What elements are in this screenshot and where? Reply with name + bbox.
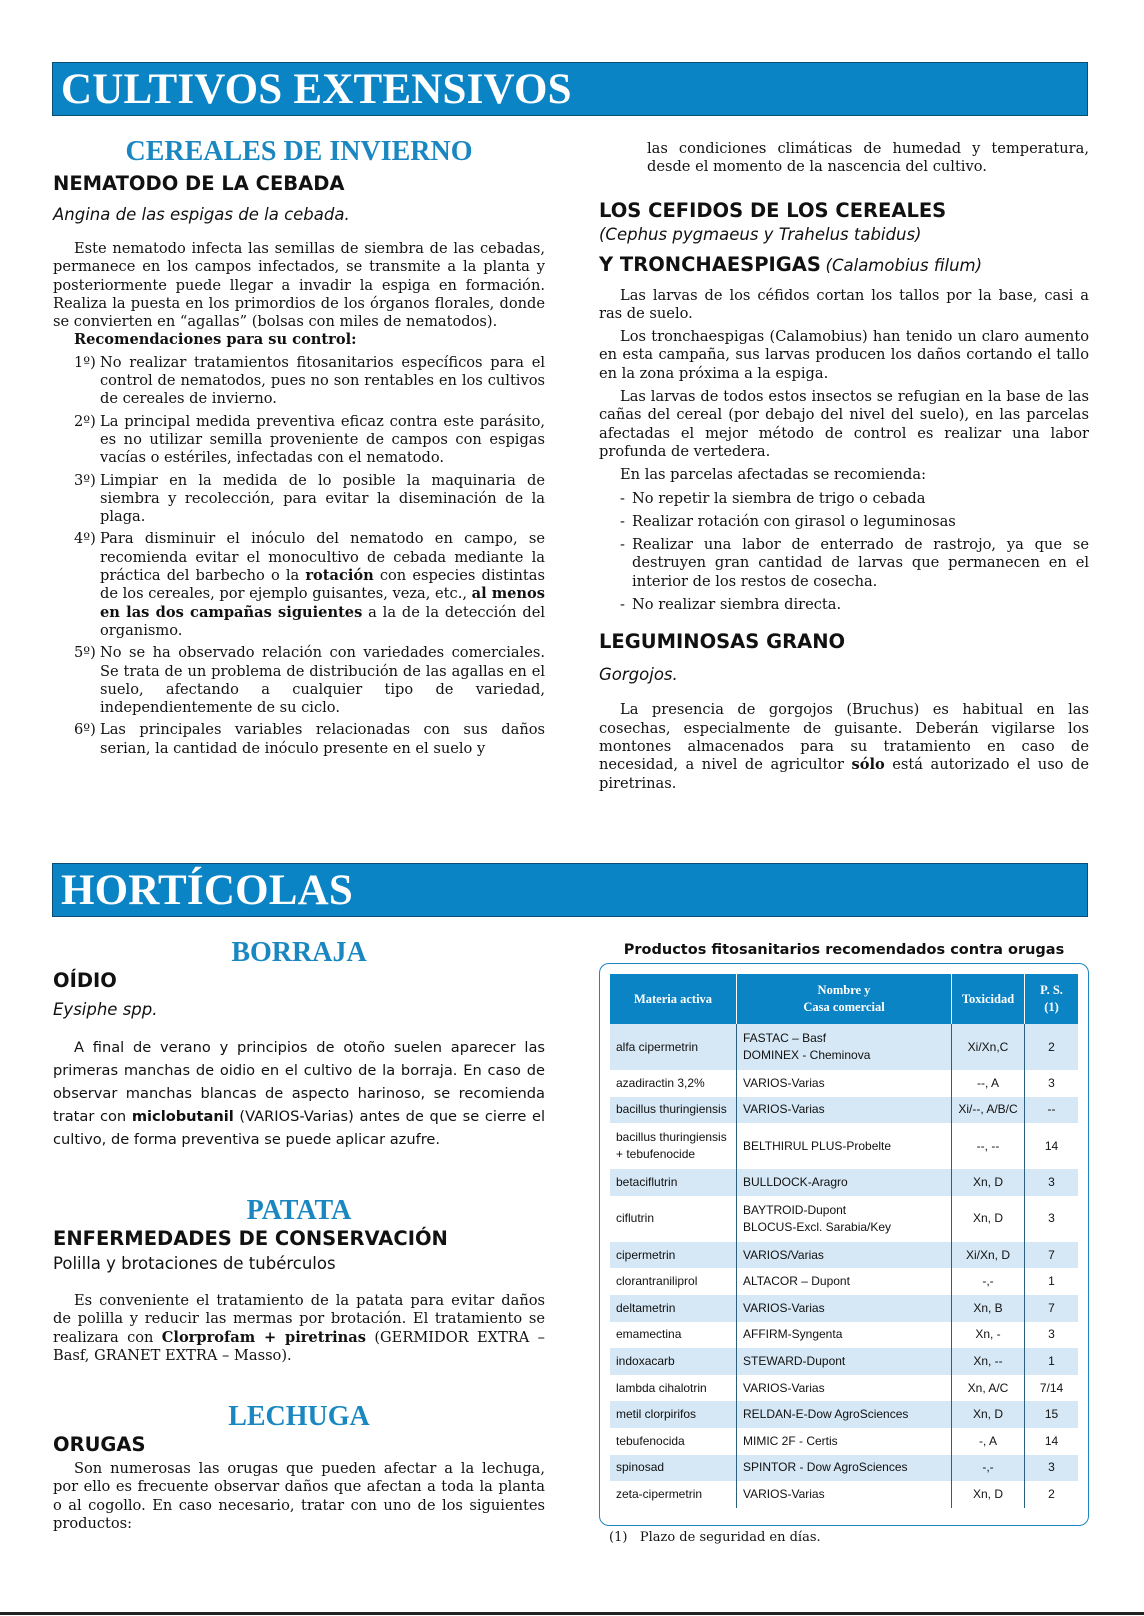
- rec-item: [53, 413, 545, 468]
- table-footnote: (1) Plazo de seguridad en días.: [609, 1530, 821, 1545]
- section-title: HORTÍCOLAS: [61, 867, 353, 914]
- borraja-title: BORRAJA: [231, 937, 367, 968]
- nematodo-intro: Este nematodo infecta las semillas de siembra de las cebadas, permanece en los campos infectados, se transmite a la planta y posteriormente puede llegar a invadir la espiga en formación. Realiza la puesta en los primordios de los órganos florales, donde se convierten en “agallas” (bolsas con miles de nematodos).: [53, 240, 545, 331]
- list-item: - Realizar rotación con girasol o leguminosas: [620, 512, 956, 530]
- rec-text: Las principales variables relacionadas con sus daños serian, la cantidad de inóculo presente en el suelo y: [100, 721, 545, 757]
- patata-title: PATATA: [246, 1195, 352, 1226]
- toxicidad-cell: Xn, D: [952, 1481, 1025, 1508]
- toxicidad-cell: Xn, D: [952, 1169, 1025, 1196]
- cereales-column: [53, 136, 545, 762]
- table-row: [610, 1097, 1078, 1124]
- ps-cell: 3: [1048, 1075, 1055, 1090]
- section-title: CULTIVOS EXTENSIVOS: [61, 66, 572, 113]
- table-row: [610, 1295, 1078, 1322]
- col-header-materia: Materia activa: [610, 974, 737, 1024]
- list-item: - No repetir la siembra de trigo o cebada: [620, 489, 926, 507]
- toxicidad-cell: Xn, --: [952, 1348, 1025, 1375]
- leguminosas-p1: La presencia de gorgojos (Bruchus) es habitual en las cosechas, especialmente de guisante. Deberán vigilarse los montones almacenados para su tratamiento en caso de necesidad, a nivel de agricultor sólo está autorizado el uso de piretrinas.: [599, 701, 1089, 792]
- rec-item: [53, 721, 545, 758]
- rec-item: [53, 354, 545, 409]
- ps-cell: 3: [1025, 1169, 1079, 1196]
- table-header-row: [610, 974, 1078, 1024]
- table-row: [610, 1024, 1078, 1070]
- cefidos-p2: Los tronchaespigas (Calamobius) han tenido un claro aumento en esta campaña, sus larvas producen los daños cortando el tallo en la zona próxima a la espiga.: [599, 328, 1089, 382]
- col-header-nombre: Nombre y Casa comercial: [737, 974, 952, 1024]
- patata-subtitle: Polilla y brotaciones de tubérculos: [53, 1254, 336, 1273]
- ps-cell: 7: [1025, 1295, 1079, 1322]
- rec-item: [53, 530, 545, 640]
- col-header-toxicidad: Toxicidad: [952, 974, 1025, 1024]
- ps-cell: 1: [1048, 1274, 1055, 1289]
- cefidos-p3: Las larvas de todos estos insectos se refugian en la base de las cañas del cereal (por debajo del nivel del suelo), en las parcelas afectadas el mejor método de control es realizar una labor profunda de vertedera.: [599, 388, 1089, 460]
- rec-text: La principal medida preventiva eficaz contra este parásito, es no utilizar semilla proveniente de campos con espigas vacías o estériles, infectadas con el nematodo.: [100, 412, 545, 467]
- nombre-cell: BAYTROID-Dupont BLOCUS-Excl. Sarabia/Key: [737, 1196, 952, 1242]
- table-row: [610, 1196, 1078, 1242]
- materia-cell: bacillus thuringiensis + tebufenocide: [610, 1123, 737, 1169]
- materia-cell: spinosad: [610, 1455, 737, 1482]
- nematodo-heading: NEMATODO DE LA CEBADA: [53, 172, 345, 195]
- materia-cell: zeta-cipermetrin: [610, 1481, 737, 1508]
- nombre-cell: SPINTOR - Dow AgroSciences: [737, 1455, 952, 1482]
- nombre-cell: BULLDOCK-Aragro: [737, 1169, 952, 1196]
- toxicidad-cell: Xn, B: [952, 1295, 1025, 1322]
- nombre-cell: STEWARD-Dupont: [737, 1348, 952, 1375]
- tronchaespigas-heading: Y TRONCHAESPIGAS: [599, 252, 821, 276]
- patata-heading: ENFERMEDADES DE CONSERVACIÓN: [53, 1227, 448, 1250]
- nombre-cell: VARIOS-Varias: [737, 1375, 952, 1402]
- toxicidad-cell: -,-: [952, 1455, 1025, 1482]
- materia-cell: ciflutrin: [610, 1196, 737, 1242]
- rec-text: No realizar tratamientos fitosanitarios específicos para el control de nematodos, pues no son rentables en los cultivos de cereales de invierno.: [100, 353, 545, 408]
- table-title: Productos fitosanitarios recomendados contra orugas: [623, 942, 1065, 958]
- toxicidad-cell: Xn, D: [952, 1196, 1025, 1242]
- table-row: [610, 1401, 1078, 1428]
- col-header-ps: P. S. (1): [1025, 974, 1079, 1024]
- materia-cell: alfa cipermetrin: [610, 1024, 737, 1070]
- section-banner-cultivos: [52, 62, 1088, 116]
- toxicidad-cell: -, A: [952, 1428, 1025, 1455]
- cereales-title: CEREALES DE INVIERNO: [125, 136, 473, 167]
- lechuga-title: LECHUGA: [228, 1401, 370, 1433]
- nombre-cell: VARIOS/Varias: [737, 1242, 952, 1269]
- nombre-cell: ALTACOR – Dupont: [737, 1268, 952, 1295]
- table-row: [610, 1375, 1078, 1402]
- nombre-cell: FASTAC – Basf DOMINEX - Cheminova: [737, 1024, 952, 1070]
- table-row: [610, 1348, 1078, 1375]
- ps-cell: 3: [1048, 1327, 1055, 1342]
- nombre-cell: VARIOS-Varias: [737, 1481, 952, 1508]
- toxicidad-cell: Xn, A/C: [952, 1375, 1025, 1402]
- horticolas-left-column: [53, 937, 545, 1533]
- page-bottom-rule: [0, 1612, 1144, 1615]
- materia-cell: betaciflutrin: [610, 1169, 737, 1196]
- nombre-cell: BELTHIRUL PLUS-Probelte: [737, 1123, 952, 1169]
- list-item: - Realizar una labor de enterrado de rastrojo, ya que se destruyen gran cantidad de larvas que permanecen en el interior de los restos de cosecha.: [620, 536, 1089, 590]
- toxicidad-cell: Xi/Xn,C: [952, 1024, 1025, 1070]
- rec-item: [53, 644, 545, 717]
- products-table-frame: [599, 963, 1089, 1526]
- materia-cell: cipermetrin: [610, 1242, 737, 1269]
- materia-cell: emamectina: [610, 1322, 737, 1349]
- materia-cell: metil clorpirifos: [610, 1401, 737, 1428]
- nombre-cell: MIMIC 2F - Certis: [737, 1428, 952, 1455]
- rec-number: 3º): [74, 471, 96, 489]
- table-row: [610, 1268, 1078, 1295]
- right-column: [599, 140, 1089, 793]
- list-item: - No realizar siembra directa.: [620, 596, 842, 614]
- table-row: [610, 1070, 1078, 1097]
- ps-cell: 14: [1044, 1138, 1059, 1153]
- ps-cell: 7: [1025, 1242, 1079, 1269]
- materia-cell: deltametrin: [610, 1295, 737, 1322]
- lechuga-p1: Son numerosas las orugas que pueden afectar a la lechuga, por ello es frecuente observar daños que afectan a toda la planta o al cogollo. En caso necesario, tratar con uno de los siguientes productos:: [53, 1460, 545, 1533]
- toxicidad-cell: Xn, D: [952, 1401, 1025, 1428]
- borraja-p1: A final de verano y principios de otoño suelen aparecer las primeras manchas de oidio en el cultivo de la borraja. En caso de observar manchas blancas de aspecto harinoso, se recomienda tratar con miclobutanil (VARIOS-Varias) antes de que se cierre el cultivo, de forma preventiva se puede aplicar azufre.: [53, 1039, 545, 1148]
- table-row: [610, 1242, 1078, 1269]
- materia-cell: clorantraniliprol: [610, 1268, 737, 1295]
- cefidos-p4: En las parcelas afectadas se recomienda:: [620, 466, 926, 484]
- ps-cell: 14: [1044, 1433, 1059, 1448]
- rec-number: 1º): [74, 353, 96, 371]
- toxicidad-cell: Xi/Xn, D: [952, 1242, 1025, 1269]
- ps-cell: 3: [1048, 1211, 1055, 1226]
- rec-text: Limpiar en la medida de lo posible la maquinaria de siembra y recolección, para evitar la diseminación de la plaga.: [100, 471, 545, 526]
- toxicidad-cell: --, --: [952, 1123, 1025, 1169]
- orugas-heading: ORUGAS: [53, 1433, 146, 1457]
- leguminosas-heading: LEGUMINOSAS GRANO: [599, 630, 846, 654]
- toxicidad-cell: --, A: [952, 1070, 1025, 1097]
- rec-continuation: las condiciones climáticas de humedad y temperatura, desde el momento de la nascencia del cultivo.: [647, 140, 1089, 176]
- materia-cell: lambda cihalotrin: [610, 1375, 737, 1402]
- materia-cell: indoxacarb: [610, 1348, 737, 1375]
- table-row: [610, 1428, 1078, 1455]
- cefidos-subtitle: (Cephus pygmaeus y Trahelus tabidus): [599, 224, 922, 244]
- oidio-subtitle: Eysiphe spp.: [53, 1000, 158, 1019]
- materia-cell: bacillus thuringiensis: [610, 1097, 737, 1124]
- tronchaespigas-heading-row: [599, 253, 1089, 277]
- table-row: [610, 1455, 1078, 1482]
- ps-cell: 2: [1025, 1024, 1079, 1070]
- products-table: [610, 974, 1078, 1508]
- nematodo-subtitle: Angina de las espigas de la cebada.: [53, 205, 350, 224]
- leguminosas-subtitle: Gorgojos.: [599, 665, 678, 685]
- nombre-cell: AFFIRM-Syngenta: [737, 1322, 952, 1349]
- nombre-cell: VARIOS-Varias: [737, 1070, 952, 1097]
- rec-title: Recomendaciones para su control:: [74, 331, 357, 349]
- table-row: [610, 1322, 1078, 1349]
- rec-text: No se ha observado relación con variedades comerciales. Se trata de un problema de distribución de las agallas en el suelo, afectando a cualquier tipo de variedad, independientemente de su ciclo.: [100, 644, 545, 717]
- nombre-cell: RELDAN-E-Dow AgroSciences: [737, 1401, 952, 1428]
- section-banner-horticolas: [52, 863, 1088, 917]
- oidio-heading: OÍDIO: [53, 969, 117, 992]
- table-row: [610, 1481, 1078, 1508]
- toxicidad-cell: Xn, -: [952, 1322, 1025, 1349]
- nombre-cell: VARIOS-Varias: [737, 1097, 952, 1124]
- rec-text: Para disminuir el inóculo del nematodo en campo, se recomienda evitar el monocultivo de cebada mediante la práctica del barbecho o la rotación con especies distintas de los cereales, por ejemplo guisantes, veza, etc., al menos en las dos campañas siguientes a la de la detección del organismo.: [100, 530, 545, 639]
- ps-cell: 2: [1048, 1486, 1055, 1501]
- rec-number: 2º): [74, 412, 96, 430]
- rec-number: 6º): [74, 721, 96, 739]
- ps-cell: 15: [1025, 1401, 1079, 1428]
- cefidos-heading: LOS CEFIDOS DE LOS CEREALES: [599, 198, 947, 222]
- ps-cell: 3: [1025, 1455, 1079, 1482]
- patata-p1: Es conveniente el tratamiento de la patata para evitar daños de polilla y reducir las mermas por brotación. El tratamiento se realizara con Clorprofam + piretrinas (GERMIDOR EXTRA – Basf, GRANET EXTRA – Masso).: [53, 1292, 545, 1364]
- rec-item: [53, 472, 545, 527]
- toxicidad-cell: Xi/--, A/B/C: [952, 1097, 1025, 1124]
- tronchaespigas-subtitle: (Calamobius filum): [825, 255, 983, 275]
- cefidos-p1: Las larvas de los céfidos cortan los tallos por la base, casi a ras de suelo.: [599, 286, 1089, 322]
- rec-number: 4º): [74, 530, 96, 548]
- materia-cell: azadiractin 3,2%: [610, 1070, 737, 1097]
- toxicidad-cell: -,-: [952, 1268, 1025, 1295]
- materia-cell: tebufenocida: [610, 1428, 737, 1455]
- ps-cell: 1: [1025, 1348, 1079, 1375]
- rec-number: 5º): [74, 644, 96, 662]
- nombre-cell: VARIOS-Varias: [737, 1295, 952, 1322]
- ps-cell: 7/14: [1039, 1380, 1064, 1395]
- ps-cell: --: [1025, 1097, 1079, 1124]
- table-row: [610, 1169, 1078, 1196]
- table-row: [610, 1123, 1078, 1169]
